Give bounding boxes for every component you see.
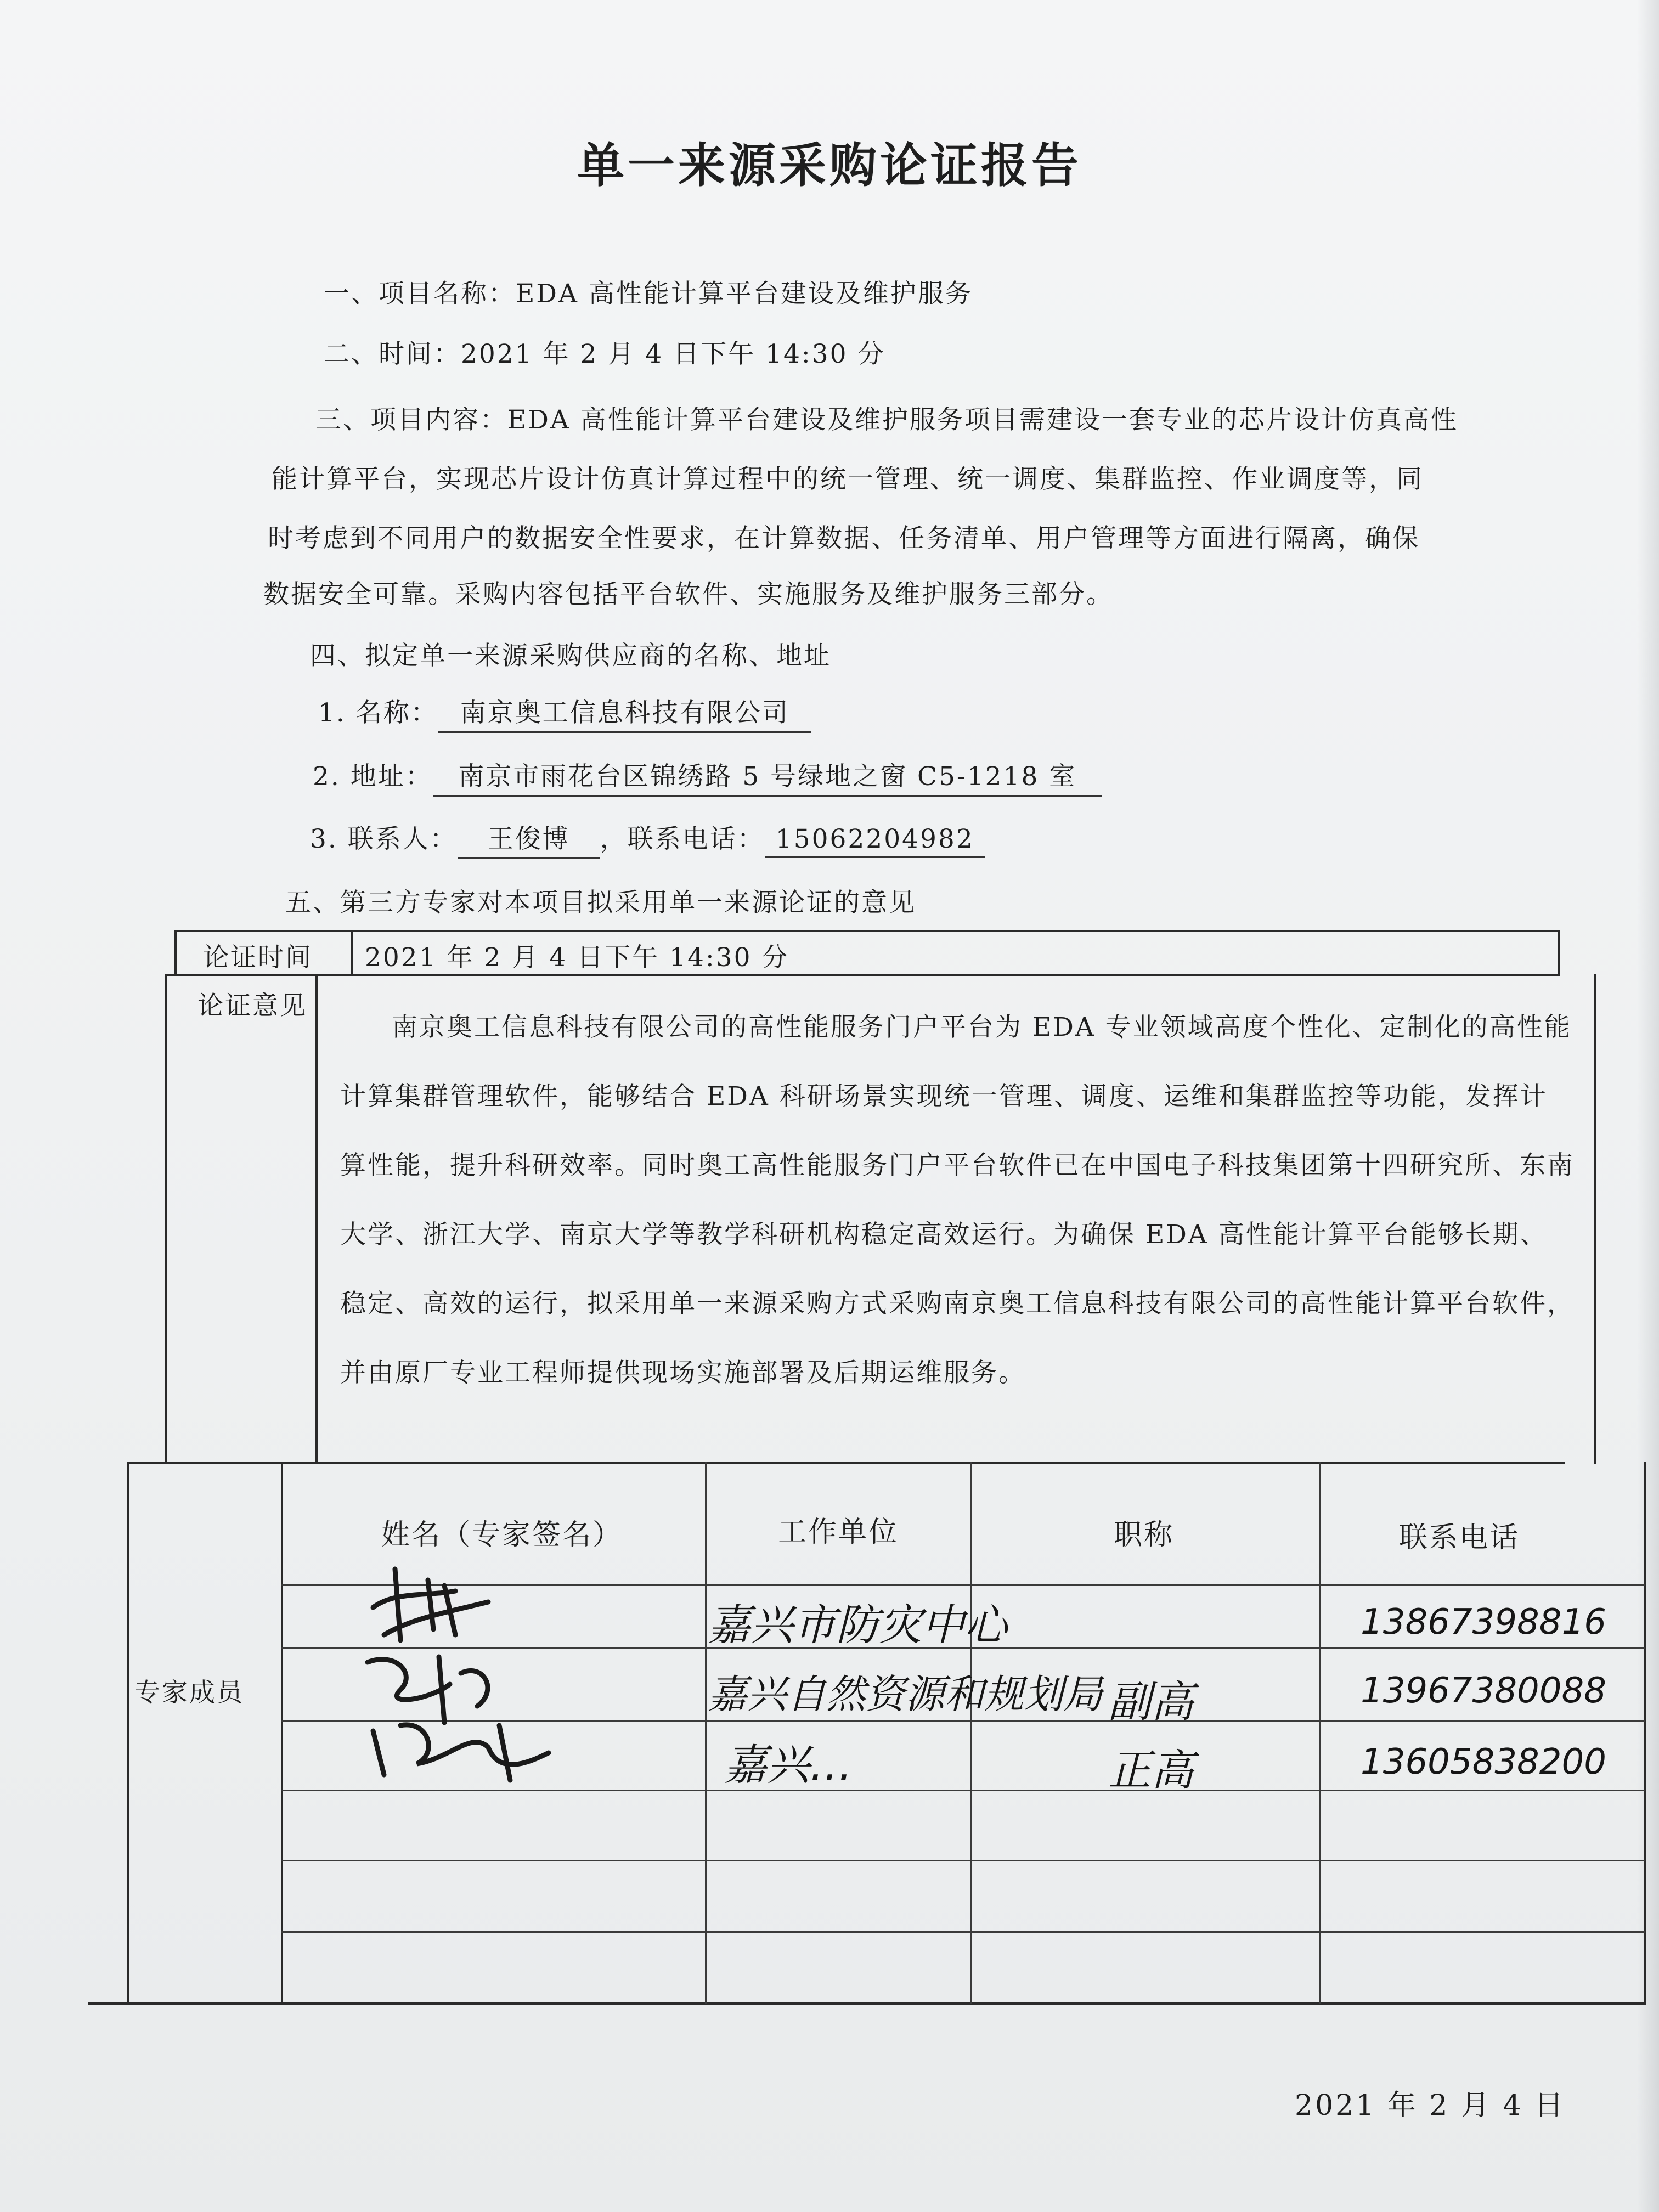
row3-unit: 嘉兴… bbox=[724, 1741, 853, 1790]
table-row1-border bbox=[165, 974, 1558, 976]
supplier-address: 南京市雨花台区锦绣路 5 号绿地之窗 C5-1218 室 bbox=[433, 756, 1102, 797]
label-divider-top bbox=[351, 930, 353, 976]
row3-phone: 13605838200 bbox=[1361, 1742, 1606, 1782]
col-divider-2 bbox=[970, 1462, 972, 2004]
document-title: 单一来源采购论证报告 bbox=[577, 138, 1082, 193]
supplier-name-label: 1. 名称： bbox=[318, 698, 438, 728]
expert-row-line-6 bbox=[281, 1931, 1645, 1933]
row1-unit: 嘉兴市防灾中心 bbox=[708, 1601, 1008, 1650]
header-unit: 工作单位 bbox=[778, 1516, 899, 1549]
table-left-border-bottom bbox=[127, 1462, 129, 2004]
supplier-contact-row bbox=[310, 819, 985, 859]
item-content-line-4: 数据安全可靠。采购内容包括平台软件、实施服务及维护服务三部分。 bbox=[263, 579, 1114, 610]
expert-signature-3 bbox=[362, 1709, 571, 1797]
header-name: 姓名（专家签名） bbox=[381, 1519, 623, 1551]
document-date: 2021 年 2 月 4 日 bbox=[1295, 2089, 1566, 2122]
item-supplier-heading: 四、拟定单一来源采购供应商的名称、地址 bbox=[310, 641, 831, 671]
item-content-line-3: 时考虑到不同用户的数据安全性要求，在计算数据、任务清单、用户管理等方面进行隔离，确保 bbox=[268, 523, 1420, 554]
label-divider-bottom bbox=[281, 1462, 283, 2004]
supplier-contact-label: 3. 联系人： bbox=[310, 824, 458, 854]
label-divider-mid bbox=[315, 974, 318, 1464]
page-edge-shadow bbox=[1637, 0, 1659, 2212]
item-time: 二、时间：2021 年 2 月 4 日下午 14:30 分 bbox=[324, 339, 885, 369]
row2-unit: 嘉兴自然资源和规划局 bbox=[708, 1671, 1103, 1717]
header-phone: 联系电话 bbox=[1399, 1521, 1520, 1554]
table-right-border-mid bbox=[1594, 974, 1596, 1464]
row3-title: 正高 bbox=[1108, 1746, 1194, 1796]
item-content-line-2: 能计算平台，实现芯片设计仿真计算过程中的统一管理、统一调度、集群监控、作业调度等，同 bbox=[272, 464, 1424, 494]
experts-label: 专家成员 bbox=[134, 1678, 244, 1708]
time-value: 2021 年 2 月 4 日下午 14:30 分 bbox=[365, 943, 789, 973]
opinion-text: 南京奥工信息科技有限公司的高性能服务门户平台为 EDA 专业领域高度个性化、定制化的高性能计算集群管理软件，能够结合 EDA 科研场景实现统一管理、调度、运维和集群监控等功能，发挥计算性能，提升科研效率。同时奥工高性能服务门户平台软件已在中国电子科技集团第十四研究所、东南大学、浙江大学、南京大学等教学科研机构稳定高效运行。为确保 EDA 高性能计算平台能够长期、稳定、高效的运行，拟采用单一来源采购方式采购南京奥工信息科技有限公司的高性能计算平台软件，并由原厂专业工程师提供现场实施部署及后期运维服务。 bbox=[340, 1012, 1575, 1388]
item-expert-opinion-heading: 五、第三方专家对本项目拟采用单一来源论证的意见 bbox=[285, 888, 916, 918]
col-divider-3 bbox=[1319, 1462, 1321, 2004]
table-bottom-border bbox=[88, 2002, 1646, 2005]
col-divider-1 bbox=[705, 1462, 707, 2004]
supplier-contact: 王俊博 bbox=[458, 819, 600, 859]
supplier-address-label: 2. 地址： bbox=[313, 761, 433, 792]
supplier-name-row bbox=[318, 692, 811, 733]
supplier-phone: 15062204982 bbox=[765, 824, 985, 858]
row1-phone: 13867398816 bbox=[1361, 1602, 1606, 1643]
supplier-name: 南京奥工信息科技有限公司 bbox=[438, 692, 811, 733]
supplier-address-row bbox=[313, 756, 1102, 797]
header-title: 职称 bbox=[1114, 1519, 1175, 1551]
row2-title: 副高 bbox=[1108, 1678, 1194, 1727]
table-right-border-bottom bbox=[1644, 1462, 1646, 2004]
table-top-border bbox=[176, 930, 1559, 932]
table-left-border-mid bbox=[165, 974, 167, 1464]
item-content-line-1: 三、项目内容：EDA 高性能计算平台建设及维护服务项目需建设一套专业的芯片设计仿真高性 bbox=[315, 405, 1458, 435]
table-left-border-top bbox=[174, 930, 177, 976]
expert-row-line-5 bbox=[281, 1860, 1645, 1861]
opinion-label: 论证意见 bbox=[198, 991, 307, 1021]
supplier-phone-label: ，联系电话： bbox=[600, 824, 765, 854]
time-label: 论证时间 bbox=[203, 943, 313, 973]
item-project-name: 一、项目名称：EDA 高性能计算平台建设及维护服务 bbox=[324, 279, 973, 309]
table-row2-border bbox=[127, 1462, 1565, 1464]
row2-phone: 13967380088 bbox=[1361, 1671, 1606, 1711]
table-right-border-top bbox=[1558, 930, 1560, 976]
